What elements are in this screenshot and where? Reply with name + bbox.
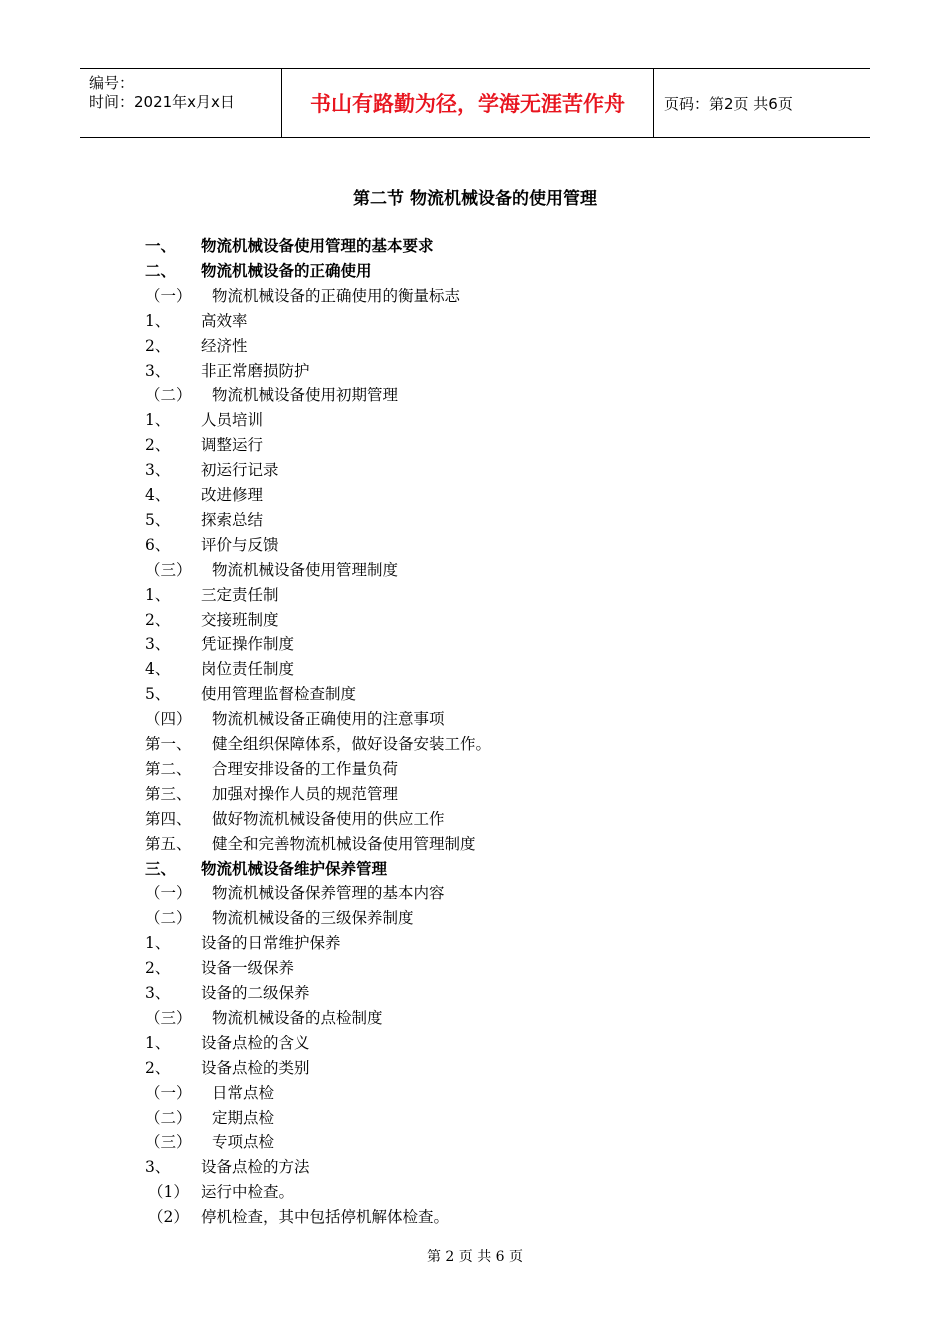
outline-item-text: 改进修理 <box>201 486 264 504</box>
outline-item-marker: 2、 <box>145 959 171 977</box>
outline-item-text: 高效率 <box>201 312 248 330</box>
outline-item-marker: 1、 <box>145 934 171 952</box>
outline-item-text: 评价与反馈 <box>201 536 279 554</box>
outline-item-text: 物流机械设备的正确使用的衡量标志 <box>212 287 461 305</box>
outline-item-marker: 5、 <box>145 511 171 529</box>
outline-item-text: 做好物流机械设备使用的供应工作 <box>212 810 445 828</box>
outline-item-marker: （一） <box>145 884 192 902</box>
header-motto: 书山有路勤为径，学海无涯苦作舟 <box>282 69 654 137</box>
outline-item-marker: （三） <box>145 1009 192 1027</box>
outline-item-marker: 1、 <box>145 586 171 604</box>
outline-item-text: 合理安排设备的工作量负荷 <box>212 760 399 778</box>
outline-item-marker: 1、 <box>145 411 171 429</box>
outline-item-text: 物流机械设备的点检制度 <box>212 1009 383 1027</box>
outline-item-marker: 二、 <box>145 261 177 280</box>
outline-item-text: 人员培训 <box>201 411 264 429</box>
outline-item-marker: （一） <box>145 287 192 305</box>
outline-item-marker: 3、 <box>145 362 171 380</box>
header-meta-cell <box>80 69 282 137</box>
outline-item-marker: 第一、 <box>145 735 192 753</box>
outline-item-marker: （一） <box>145 1084 192 1102</box>
outline-item-marker: （三） <box>145 1133 192 1151</box>
outline-item-text: 专项点检 <box>212 1133 275 1151</box>
outline-item-text: 设备的二级保养 <box>201 984 310 1002</box>
outline-item-marker: 3、 <box>145 1158 171 1176</box>
outline-item-text: 使用管理监督检查制度 <box>201 685 357 703</box>
outline-item-text: 健全组织保障体系，做好设备安装工作。 <box>212 735 492 753</box>
outline-item-marker: 2、 <box>145 1059 171 1077</box>
outline-item-marker: 三、 <box>145 859 177 878</box>
outline-item-marker: 4、 <box>145 660 171 678</box>
outline-item-marker: 3、 <box>145 984 171 1002</box>
date-label: 时间：2021年x月x日 <box>89 93 235 111</box>
outline-item-text: 非正常磨损防护 <box>201 362 310 380</box>
outline-item-text: 交接班制度 <box>201 611 279 629</box>
outline-item-text: 加强对操作人员的规范管理 <box>212 785 399 803</box>
outline-item-marker: 2、 <box>145 436 171 454</box>
outline-item-text: 经济性 <box>201 337 248 355</box>
outline-item-marker: 3、 <box>145 635 171 653</box>
outline-item-marker: （二） <box>145 1109 192 1127</box>
outline-item-marker: （四） <box>145 710 192 728</box>
outline-item-marker: 4、 <box>145 486 171 504</box>
outline-item-text: 定期点检 <box>212 1109 275 1127</box>
outline-item-text: 调整运行 <box>201 436 264 454</box>
page-header <box>80 68 870 138</box>
outline-item-marker: 1、 <box>145 312 171 330</box>
outline-item-text: 设备一级保养 <box>201 959 295 977</box>
outline-item-text: 凭证操作制度 <box>201 635 295 653</box>
outline-item-text: 物流机械设备正确使用的注意事项 <box>212 710 445 728</box>
outline-item-marker: 一、 <box>145 236 177 255</box>
outline-item-text: 物流机械设备的正确使用 <box>201 261 372 280</box>
outline-item-marker: （二） <box>145 386 192 404</box>
header-page-number: 页码：第2页 共6页 <box>664 94 793 113</box>
outline-item-marker: 3、 <box>145 461 171 479</box>
outline-item-marker: （二） <box>145 909 192 927</box>
outline-item-text: 物流机械设备保养管理的基本内容 <box>212 884 445 902</box>
outline-item-marker: （1） <box>148 1183 189 1201</box>
outline-item-text: 岗位责任制度 <box>201 660 295 678</box>
outline-item-marker: 第四、 <box>145 810 192 828</box>
outline-item-text: 停机检查，其中包括停机解体检查。 <box>201 1208 450 1226</box>
outline-item-text: 物流机械设备的三级保养制度 <box>212 909 414 927</box>
outline-item-text: 初运行记录 <box>201 461 279 479</box>
outline-item-text: 运行中检查。 <box>201 1183 295 1201</box>
outline-item-text: 物流机械设备使用管理制度 <box>212 561 399 579</box>
outline-item-text: 设备点检的方法 <box>201 1158 310 1176</box>
outline-item-text: 日常点检 <box>212 1084 275 1102</box>
outline-item-text: 物流机械设备维护保养管理 <box>201 859 388 878</box>
outline-item-text: 物流机械设备使用初期管理 <box>212 386 399 404</box>
outline-item-marker: 2、 <box>145 337 171 355</box>
outline-item-marker: 5、 <box>145 685 171 703</box>
outline-item-marker: 第二、 <box>145 760 192 778</box>
outline-item-text: 设备的日常维护保养 <box>201 934 341 952</box>
outline-item-marker: 第五、 <box>145 835 192 853</box>
outline-item-text: 设备点检的类别 <box>201 1059 310 1077</box>
outline-item-marker: 2、 <box>145 611 171 629</box>
outline-item-marker: 1、 <box>145 1034 171 1052</box>
outline-item-marker: 6、 <box>145 536 171 554</box>
outline-item-text: 三定责任制 <box>201 586 279 604</box>
outline-item-marker: （2） <box>148 1208 189 1226</box>
outline-item-text: 设备点检的含义 <box>201 1034 310 1052</box>
serial-number-label: 编号： <box>89 74 135 92</box>
outline-item-text: 物流机械设备使用管理的基本要求 <box>201 236 434 255</box>
section-title: 第二节 物流机械设备的使用管理 <box>353 189 597 209</box>
outline-item-text: 健全和完善物流机械设备使用管理制度 <box>212 835 476 853</box>
outline-item-marker: （三） <box>145 561 192 579</box>
page-footer: 第 2 页 共 6 页 <box>426 1249 524 1265</box>
outline-item-marker: 第三、 <box>145 785 192 803</box>
outline-item-text: 探索总结 <box>201 511 264 529</box>
